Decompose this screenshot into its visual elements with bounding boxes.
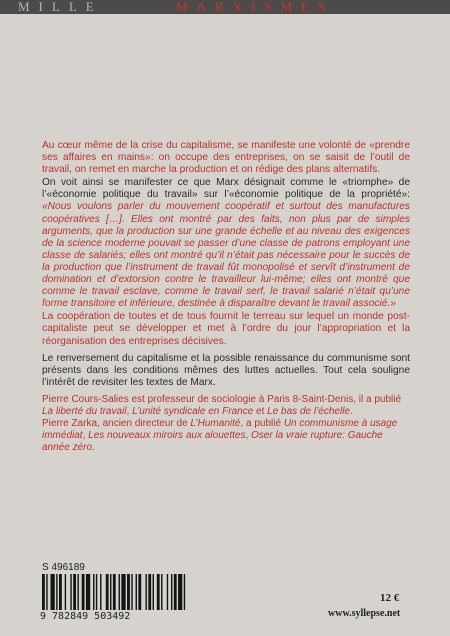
- paragraph-1: Au cœur même de la crise du capitalisme, se manifeste une volonté de «prendre ses affaires en mains»: on occupe des entreprises, on se saisit de l’outil de travail, on remet en marche la production et on rédige des plans alternatifs.: [42, 140, 410, 176]
- catalog-code: S 496189: [42, 562, 85, 573]
- price: 12 €: [380, 592, 400, 604]
- publisher-website: www.syllepse.net: [328, 608, 401, 619]
- paragraph-4: Le renversement du capitalisme et la possible renaissance du communisme sont présents dans les conditions mêmes des luttes actuelles. Tout cela souligne l’intérêt de revisiter les textes de Marx.: [42, 352, 410, 388]
- series-title-word-2: MARXISMES: [176, 0, 335, 14]
- author-bio-cours-salies: Pierre Cours-Salies est professeur de sociologie à Paris 8-Saint-Denis, il a publié La liberté du travail, L’unité syndicale en France et Le bas de l’échelle.: [42, 393, 402, 417]
- series-title-word-1: MILLE: [18, 0, 103, 14]
- isbn-digits: 9 782849 503492: [40, 611, 131, 622]
- back-cover-text: [42, 140, 410, 454]
- author-bio-zarka: Pierre Zarka, ancien directeur de L’Humanité, a publié Un communisme à usage immédiat, Les nouveaux miroirs aux alouettes, Oser la vraie rupture: Gauche année zéro.: [42, 417, 398, 453]
- paragraph-2: [42, 177, 410, 310]
- isbn-barcode: [42, 574, 188, 610]
- series-title: [0, 0, 450, 14]
- marx-quote: «Nous voulons parler du mouvement coopératif et surtout des manufactures coopératives […]. Elles ont montré par des faits, non plus par de simples arguments, que la production sur une grande échelle et au niveau des exigences de la science moderne pouvait se passer d’une classe de patrons employant une classe de salariés; elles ont montré qu’il n’était pas nécessaire pour le succès de la production que l’instrument de travail fût monopolisé et servît d’instrument de domination et d’extorsion contre le travailleur lui-même; elles ont montré que comme le travail esclave, comme le travail serf, le travail salarié n’était qu’une forme transitoire et inférieure, destinée à disparaître devant le travail associé.»: [42, 201, 410, 310]
- paragraph-2-intro: On voit ainsi se manifester ce que Marx désignait comme le «triomphe» de l’«économie politique du travail» sur l’«économie politique de la propriété»:: [42, 177, 410, 201]
- paragraph-3: La coopération de toutes et de tous fournit le terreau sur lequel un monde post-capitaliste peut se développer et met à l’ordre du jour l’appropriation et la réorganisation des entreprises décisives.: [42, 311, 410, 347]
